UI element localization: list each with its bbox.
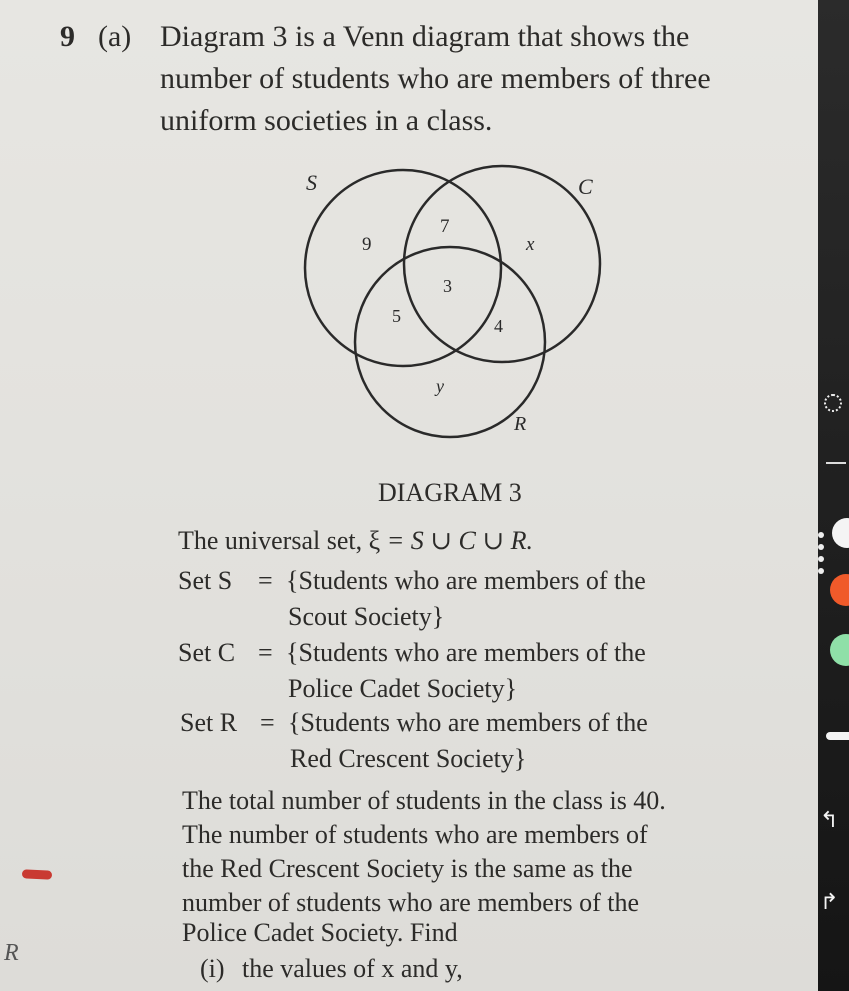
intro-line-2: number of students who are members of three <box>160 62 711 95</box>
region-all-three: 3 <box>443 276 452 296</box>
set-s-label: S <box>306 170 317 195</box>
set-r-definition-1: {Students who are members of the <box>288 708 648 737</box>
set-s-definition-2: Scout Society} <box>288 602 445 631</box>
red-highlighter-mark <box>22 869 52 880</box>
set-s-label-text: Set S <box>178 566 233 595</box>
subquestion-label: (i) <box>200 954 225 983</box>
margin-letter: R <box>4 940 19 966</box>
set-r-label: R <box>514 413 527 435</box>
panel-divider <box>826 462 846 464</box>
question-part: (a) <box>98 20 132 53</box>
set-s-definition-1: {Students who are members of the <box>286 566 646 595</box>
statement-line-4: number of students who are members of the <box>182 888 640 917</box>
region-c-r-only: 4 <box>494 316 503 336</box>
orange-app-circle[interactable] <box>830 574 849 606</box>
device-edge-panel <box>818 0 849 991</box>
region-r-only: y <box>436 376 444 396</box>
menu-dots-icon[interactable] <box>818 532 824 538</box>
diagram-caption: DIAGRAM 3 <box>378 478 522 507</box>
set-r-label-text: Set R <box>180 708 238 737</box>
set-c-definition-1: {Students who are members of the <box>286 638 646 667</box>
statement-line-1: The total number of students in the class is 40. <box>182 786 666 815</box>
panel-toggle-icon[interactable] <box>824 394 842 412</box>
back-arrow-icon[interactable]: ↰ <box>820 808 839 833</box>
set-c-label: C <box>578 174 593 199</box>
forward-arrow-icon[interactable]: ↱ <box>820 890 839 915</box>
intro-line-3: uniform societies in a class. <box>160 104 493 137</box>
region-c-only: x <box>526 234 535 255</box>
universal-set-line: The universal set, ξ = S ∪ C ∪ R. <box>178 526 534 555</box>
green-app-circle[interactable] <box>830 634 849 666</box>
set-c-definition-2: Police Cadet Society} <box>288 674 518 703</box>
region-s-only: 9 <box>362 234 372 255</box>
set-r-equals: = <box>260 708 275 737</box>
white-app-circle[interactable] <box>832 518 849 548</box>
set-c-label-text: Set C <box>178 638 236 667</box>
set-c-equals: = <box>258 638 273 667</box>
statement-line-3: the Red Crescent Society is the same as the <box>182 854 633 883</box>
statement-line-2: The number of students who are members of <box>182 820 648 849</box>
venn-diagram <box>290 160 620 450</box>
set-r-definition-2: Red Crescent Society} <box>290 744 527 773</box>
white-pill-handle[interactable] <box>826 732 849 740</box>
region-s-r-only: 5 <box>392 306 401 326</box>
intro-line-1: Diagram 3 is a Venn diagram that shows the <box>160 20 690 53</box>
statement-line-5: Police Cadet Society. Find <box>182 918 458 947</box>
set-s-equals: = <box>258 566 273 595</box>
region-s-c-only: 7 <box>440 216 450 237</box>
question-number: 9 <box>60 20 75 53</box>
subquestion-text: the values of x and y, <box>242 954 463 983</box>
